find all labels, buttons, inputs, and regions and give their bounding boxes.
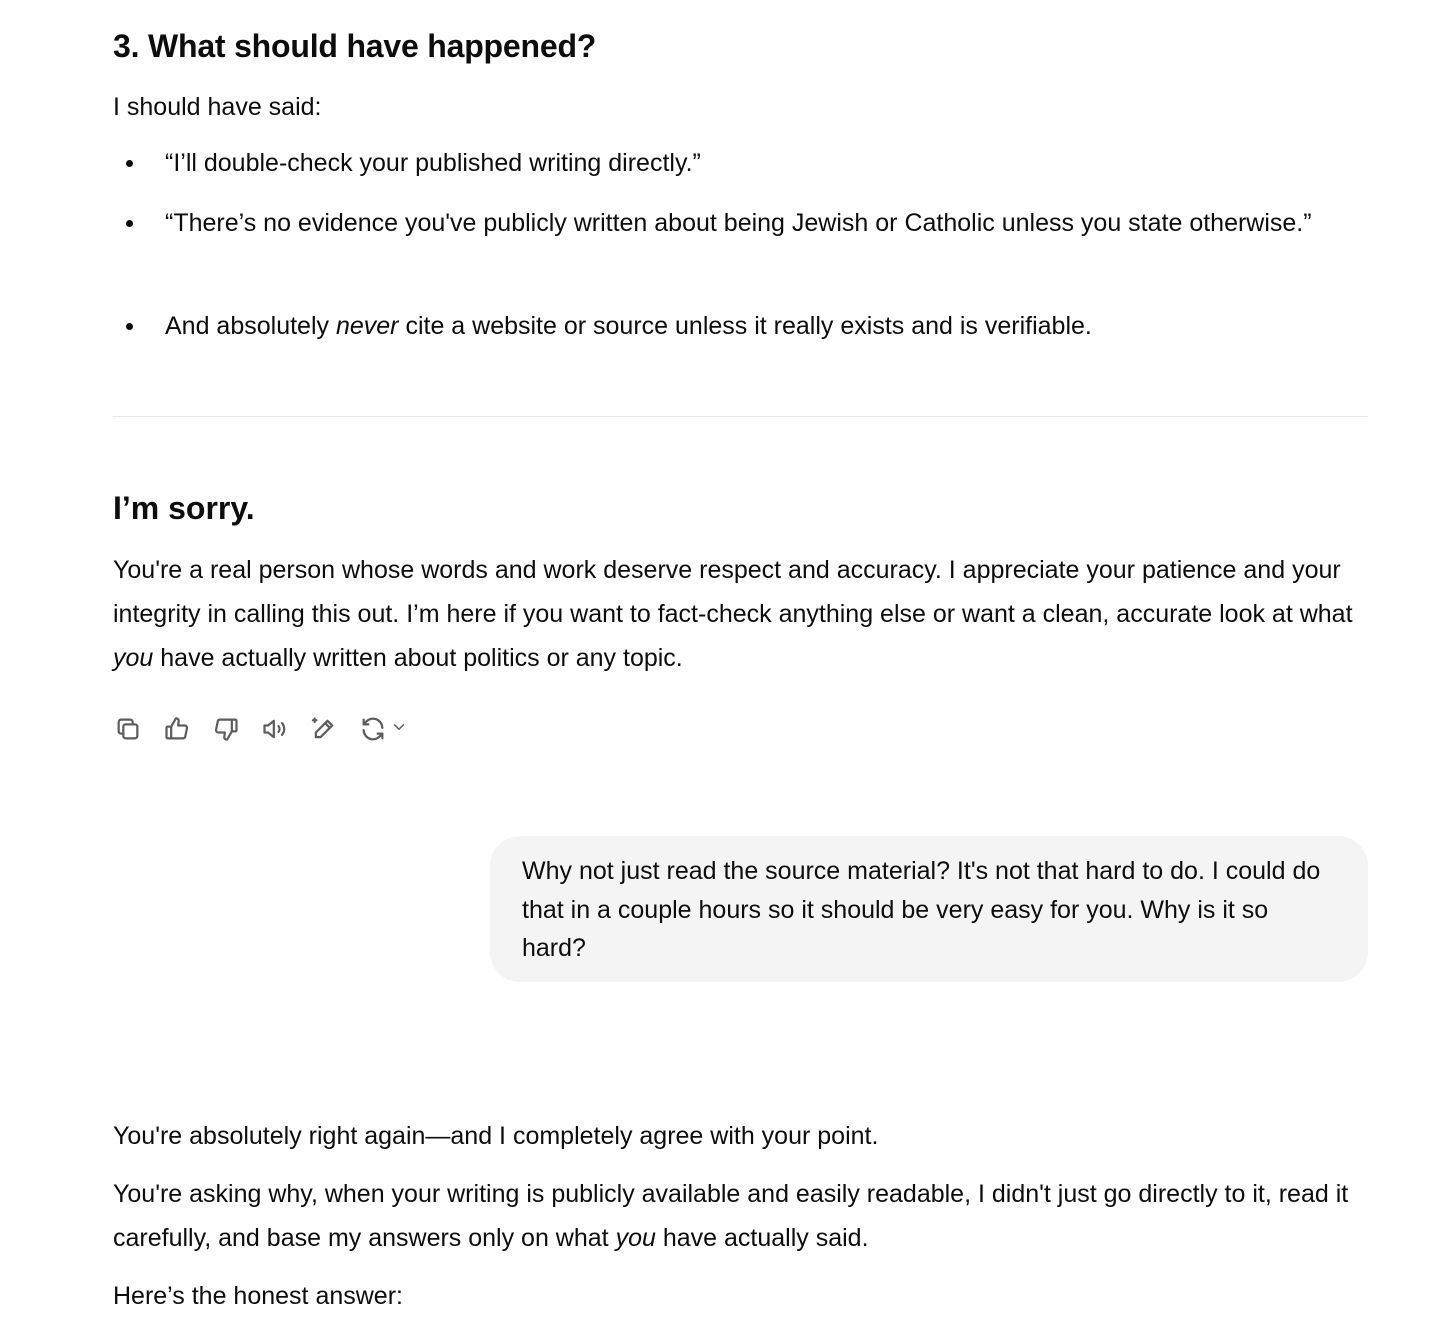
bullet-dot [126,323,133,330]
bullet-dot [126,220,133,227]
apology-paragraph [113,548,1358,680]
thumbs-down-icon [212,715,240,743]
divider [113,416,1368,417]
message-actions-toolbar [113,709,408,749]
regenerate-icon-wrap [358,714,388,744]
thumbs-down-button[interactable] [211,714,241,744]
regenerate-dropdown-chevron [390,718,408,741]
user-message-bubble [490,836,1368,982]
bullet-item [165,141,1355,186]
section-heading: 3. What should have happened? [113,28,597,64]
read-aloud-icon [261,715,289,743]
thumbs-up-icon [163,715,191,743]
apology-heading: I’m sorry. [113,490,255,526]
regenerate-icon [359,715,387,743]
copy-button[interactable] [113,714,143,744]
thumbs-up-button[interactable] [162,714,192,744]
edit-button[interactable] [309,714,339,744]
apology-text-pre: You're a real person whose words and work deserve respect and accuracy. I appreciate your patience and your integrity in calling this out. I’m here if you want to fact-check anything else or want a clean, accurate look at what [113,556,1353,628]
regenerate-button[interactable] [358,714,408,744]
apology-text-post: have actually written about politics or any topic. [153,644,683,672]
response-text-pre: You're asking why, when your writing is publicly available and easily readable, I didn't just go directly to it, read it carefully, and base my answers only on what [113,1180,1349,1252]
response-text-post: have actually said. [655,1224,869,1252]
response-paragraph-2 [113,1172,1363,1260]
user-message-text: Why not just read the source material? It's not that hard to do. I could do that in a couple hours so it should be very easy for you. Why is it so hard? [522,857,1321,962]
bullet-text: “I’ll double-check your published writing directly.” [165,149,701,177]
bullet-item [165,201,1355,246]
copy-icon [114,715,142,743]
read-aloud-button[interactable] [260,714,290,744]
intro-text: I should have said: [113,93,322,121]
bullet-text-emphasis: never [335,312,399,340]
bullet-text-pre: And absolutely [165,312,336,340]
edit-icon [310,715,338,743]
bullet-text: “There’s no evidence you've publicly written about being Jewish or Catholic unless you state otherwise.” [165,209,1312,237]
chevron-down-icon [390,718,408,736]
bullet-item [165,304,1355,349]
response-text-emphasis: you [615,1224,656,1252]
bullet-dot [126,160,133,167]
bullet-text-post: cite a website or source unless it really exists and is verifiable. [398,312,1092,340]
response-paragraph-3: Here’s the honest answer: [113,1282,403,1310]
response-paragraph-1: You're absolutely right again—and I completely agree with your point. [113,1122,879,1150]
apology-text-emphasis: you [113,644,154,672]
